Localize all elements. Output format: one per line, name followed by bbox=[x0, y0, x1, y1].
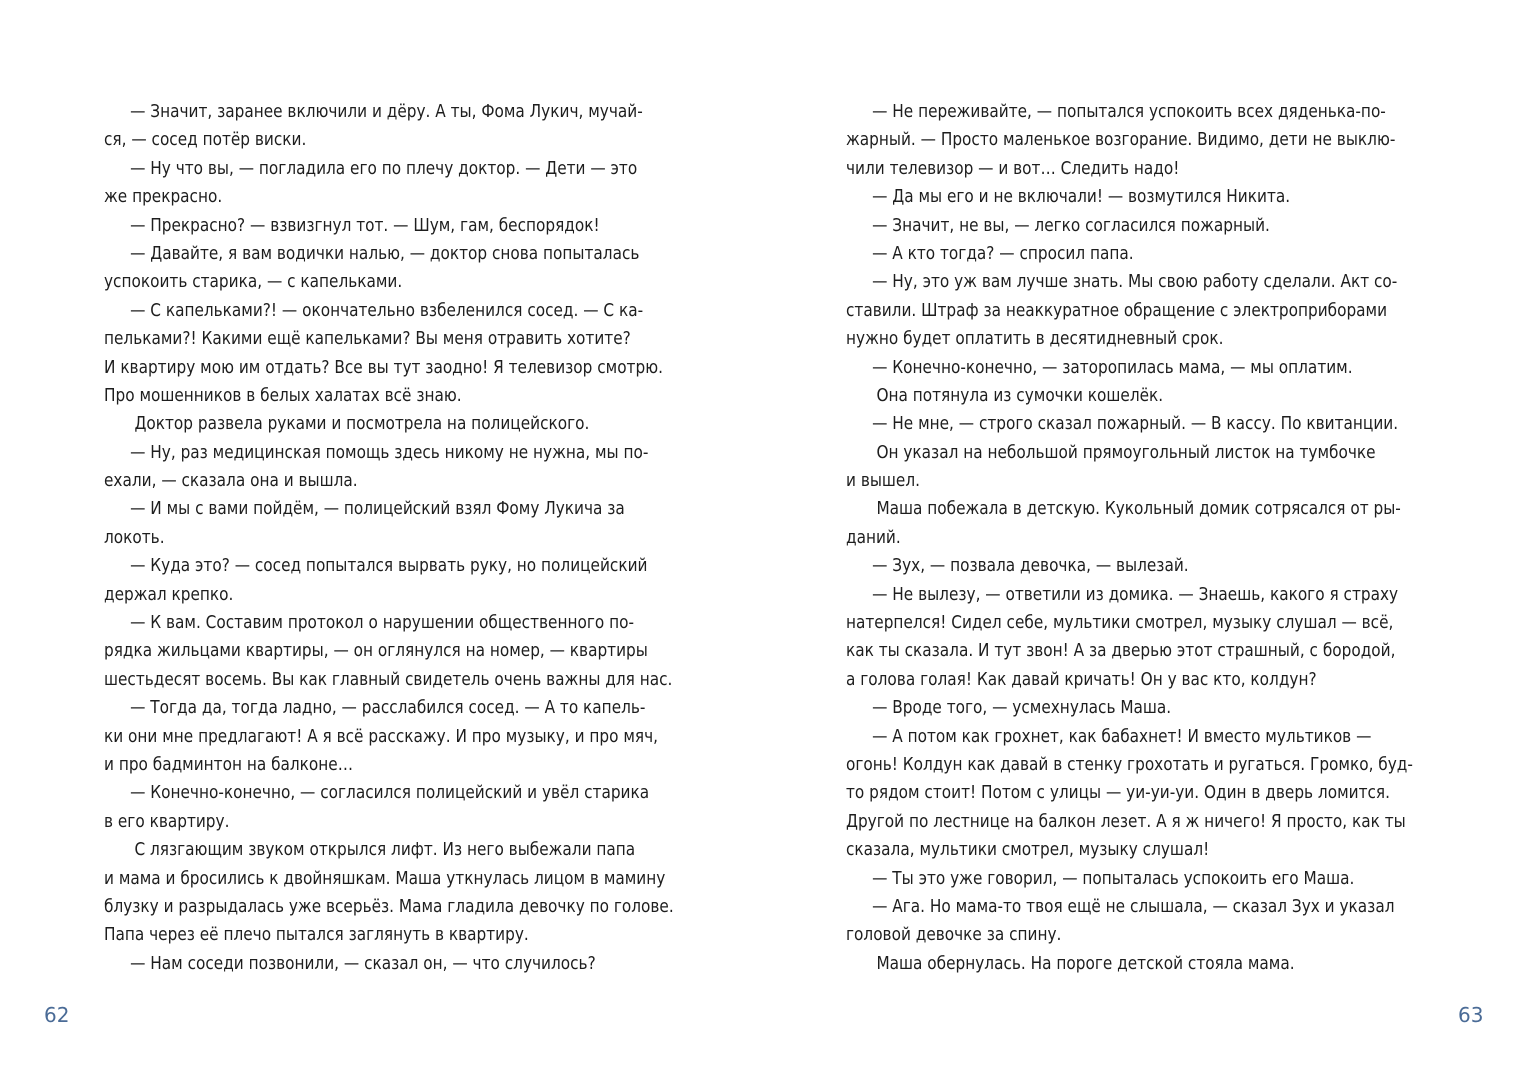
text-line: чили телевизор — и вот… Следить надо! bbox=[846, 158, 1180, 179]
text-line: Маша побежала в детскую. Кукольный домик сотрясался от ры- bbox=[876, 499, 1401, 520]
text-line: сказала, мультики смотрел, музыку слушал! bbox=[846, 840, 1210, 861]
text-line: рядка жильцами квартиры, — он оглянулся на номер, — квартиры bbox=[104, 641, 648, 662]
text-line: пельками?! Какими ещё капельками? Вы меня отравить хотите? bbox=[104, 329, 631, 350]
text-line: в его квартиру. bbox=[104, 811, 230, 832]
text-line: И квартиру мою им отдать? Все вы тут заодно! Я телевизор смотрю. bbox=[104, 357, 663, 378]
text-line: — Да мы его и не включали! — возмутился Никита. bbox=[872, 187, 1291, 208]
text-line: — Значит, не вы, — легко согласился пожарный. bbox=[872, 215, 1270, 236]
text-line: и вышел. bbox=[846, 471, 921, 492]
text-line: как ты сказала. И тут звон! А за дверью этот страшный, с бородой, bbox=[846, 641, 1396, 662]
text-line: Маша обернулась. На пороге детской стояла мама. bbox=[876, 953, 1295, 974]
text-line: Доктор развела руками и посмотрела на полицейского. bbox=[134, 414, 590, 435]
text-line: ехали, — сказала она и вышла. bbox=[104, 471, 358, 492]
text-line: шестьдесят восемь. Вы как главный свидетель очень важны для нас. bbox=[104, 669, 673, 690]
text-line: — Не мне, — строго сказал пожарный. — В кассу. По квитанции. bbox=[872, 414, 1399, 435]
text-line: Папа через её плечо пытался заглянуть в квартиру. bbox=[104, 925, 529, 946]
text-line: — А потом как грохнет, как бабахнет! И вместо мультиков — bbox=[872, 726, 1372, 747]
text-line: держал крепко. bbox=[104, 584, 234, 605]
right-page-text bbox=[846, 98, 1428, 978]
text-line: — Зух, — позвала девочка, — вылезай. bbox=[872, 556, 1189, 577]
text-line: — Значит, заранее включили и дёру. А ты, Фома Лукич, мучай- bbox=[130, 102, 643, 122]
text-line: — Ну, это уж вам лучше знать. Мы свою работу сделали. Акт со- bbox=[872, 272, 1398, 293]
text-line: ки они мне предлагают! А я всё расскажу. И про музыку, и про мяч, bbox=[104, 726, 659, 747]
text-line: нужно будет оплатить в десятидневный срок. bbox=[846, 329, 1224, 350]
right-page-number: 63 bbox=[1458, 1003, 1484, 1027]
text-line: и мама и бросились к двойняшкам. Маша уткнулась лицом в мамину bbox=[104, 868, 666, 889]
text-line: успокоить старика, — с капельками. bbox=[104, 272, 403, 293]
left-page-number: 62 bbox=[44, 1003, 70, 1027]
text-line: — Конечно-конечно, — согласился полицейский и увёл старика bbox=[130, 783, 650, 804]
text-line: и про бадминтон на балконе… bbox=[104, 754, 354, 775]
text-line: локоть. bbox=[104, 527, 165, 548]
text-line: — Ну, раз медицинская помощь здесь никому не нужна, мы по- bbox=[130, 442, 649, 463]
text-line: — А кто тогда? — спросил папа. bbox=[872, 243, 1134, 264]
text-line: же прекрасно. bbox=[104, 187, 223, 208]
text-line: — Конечно-конечно, — заторопилась мама, — мы оплатим. bbox=[872, 357, 1353, 378]
left-page-text bbox=[104, 98, 687, 978]
text-line: блузку и разрыдалась уже всерьёз. Мама гладила девочку по голове. bbox=[104, 896, 674, 917]
text-line: головой девочке за спину. bbox=[846, 925, 1062, 946]
text-line: — Ага. Но мама-то твоя ещё не слышала, — сказал Зух и указал bbox=[872, 896, 1395, 917]
text-line: Он указал на небольшой прямоугольный листок на тумбочке bbox=[876, 442, 1376, 463]
text-line: — Вроде того, — усмехнулась Маша. bbox=[872, 698, 1172, 719]
text-line: — Тогда да, тогда ладно, — расслабился сосед. — А то капель- bbox=[130, 698, 646, 719]
text-line: Другой по лестнице на балкон лезет. А я ж ничего! Я просто, как ты bbox=[846, 811, 1406, 832]
text-line: ставили. Штраф за неаккуратное обращение с электроприборами bbox=[846, 300, 1388, 321]
text-line: — Не вылезу, — ответили из домика. — Знаешь, какого я страху bbox=[872, 584, 1399, 605]
text-line: Про мошенников в белых халатах всё знаю. bbox=[104, 385, 462, 406]
text-line: — К вам. Составим протокол о нарушении общественного по- bbox=[130, 613, 635, 634]
text-line: — Не переживайте, — попытался успокоить всех дяденька-по- bbox=[872, 102, 1386, 122]
text-line: — Куда это? — сосед попытался вырвать руку, но полицейский bbox=[130, 556, 648, 577]
text-line: — Давайте, я вам водички налью, — доктор снова попыталась bbox=[130, 243, 640, 264]
text-line: ся, — сосед потёр виски. bbox=[104, 130, 307, 151]
text-line: Она потянула из сумочки кошелёк. bbox=[876, 385, 1164, 406]
text-line: натерпелся! Сидел себе, мультики смотрел, музыку слушал — всё, bbox=[846, 613, 1394, 634]
text-line: жарный. — Просто маленькое возгорание. Видимо, дети не выклю- bbox=[846, 130, 1396, 151]
text-line: — Нам соседи позвонили, — сказал он, — что случилось? bbox=[130, 953, 596, 974]
text-line: огонь! Колдун как давай в стенку грохотать и ругаться. Громко, буд- bbox=[846, 754, 1413, 775]
text-line: — Ты это уже говорил, — попыталась успокоить его Маша. bbox=[872, 868, 1355, 889]
text-line: даний. bbox=[846, 527, 901, 548]
text-line: — Ну что вы, — погладила его по плечу доктор. — Дети — это bbox=[130, 158, 638, 179]
text-line: а голова голая! Как давай кричать! Он у вас кто, колдун? bbox=[846, 669, 1317, 690]
text-line: то рядом стоит! Потом с улицы — уи-уи-уи. Один в дверь ломится. bbox=[846, 783, 1390, 804]
text-line: — И мы с вами пойдём, — полицейский взял Фому Лукича за bbox=[130, 499, 625, 520]
text-line: С лязгающим звуком открылся лифт. Из него выбежали папа bbox=[134, 840, 636, 861]
text-line: — Прекрасно? — взвизгнул тот. — Шум, гам, беспорядок! bbox=[130, 215, 600, 236]
text-line: — С капельками?! — окончательно взбеленился сосед. — С ка- bbox=[130, 300, 644, 321]
